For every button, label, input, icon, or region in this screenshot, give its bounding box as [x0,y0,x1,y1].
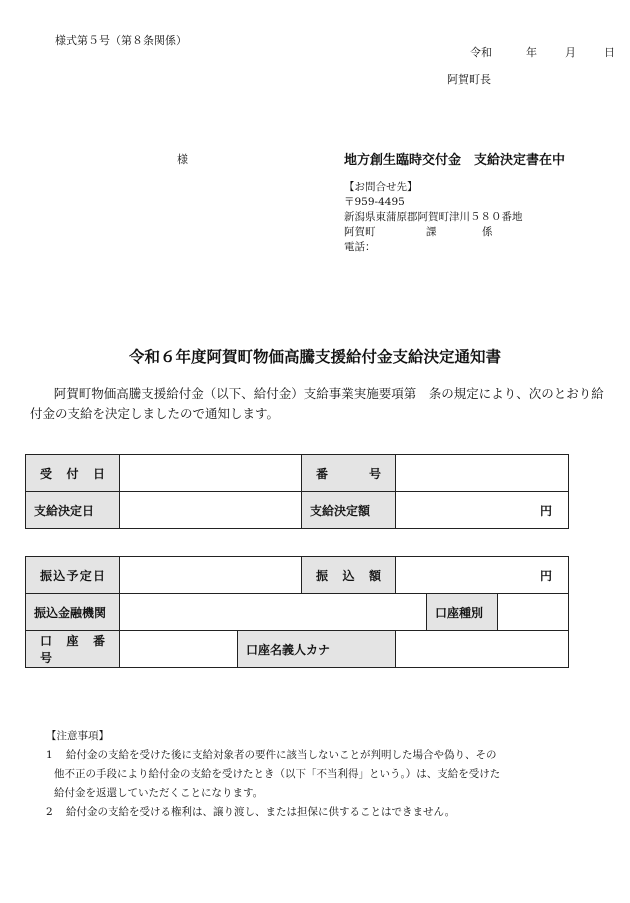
envelope-note: 地方創生臨時交付金 支給決定書在中 [344,153,566,168]
intro-paragraph: 阿賀町物価高騰支援給付金（以下、給付金）支給事業実施要項第 条の規定により、次のとおり給付金の支給を決定しましたので通知します。 [30,386,604,421]
notes-item-2 [46,803,500,822]
transfer-date-label: 振込予定日 [26,557,120,594]
received-date-field[interactable] [120,455,302,492]
table-row [26,492,569,529]
contact-section: 課 [426,226,437,238]
form-number: 様式第５号（第８条関係） [55,34,187,47]
decision-amount-label: 支給決定額 [302,492,396,529]
recipient-honorific: 様 [177,153,188,166]
account-holder-label: 口座名義人カナ [238,631,396,668]
notes-item-1 [46,746,500,803]
notes-item-text: 給付金の支給を受けた後に支給対象者の要件に該当しないことが判明した場合や偽り、その [66,749,497,761]
notes-block [46,727,500,822]
table-row [26,557,569,594]
date-year: 年 [526,46,537,59]
date-era: 令和 [470,46,492,59]
account-type-field[interactable] [498,594,569,631]
bank-field[interactable] [120,594,427,631]
contact-town: 阿賀町 [344,226,376,238]
contact-address: 新潟県東蒲原郡阿賀町津川５８０番地 [344,211,523,223]
transfer-table [25,556,569,668]
notes-item-line [46,746,500,765]
contact-postal: 〒959-4495 [344,196,405,208]
contact-office [344,225,523,240]
notes-item-line [46,765,500,784]
decision-date-label: 支給決定日 [26,492,120,529]
notes-heading: 【注意事項】 [46,730,109,742]
contact-block [344,180,523,255]
table-row [26,594,569,631]
notes-item-text: 給付金の支給を受ける権利は、譲り渡し、または担保に供することはできません。 [66,806,456,818]
contact-heading: 【お問合せ先】 [344,181,418,193]
issue-date [470,44,615,60]
number-label: 番 号 [302,455,396,492]
notes-item-number: 1 [46,749,53,761]
table-row [26,455,569,492]
transfer-amount-field[interactable]: 円 [396,557,569,594]
notes-item-line [46,803,500,822]
decision-table [25,454,569,529]
date-month: 月 [565,46,576,59]
account-type-label: 口座種別 [427,594,498,631]
decision-date-field[interactable] [120,492,302,529]
account-number-field[interactable] [120,631,238,668]
decision-amount-field[interactable]: 円 [396,492,569,529]
notes-item-line [46,784,500,803]
contact-unit: 係 [482,226,493,238]
account-holder-field[interactable] [396,631,569,668]
notes-item-text: 給付金を返還していただくことになります。 [54,787,264,799]
issuer: 阿賀町長 [447,73,491,86]
notes-item-text: 他不正の手段により給付金の支給を受けたとき（以下「不当利得」という。）は、支給を受けた [54,768,501,780]
table-row [26,631,569,668]
contact-phone: 電話： [344,241,376,253]
transfer-amount-label: 振 込 額 [302,557,396,594]
transfer-date-field[interactable] [120,557,302,594]
received-date-label: 受 付 日 [26,455,120,492]
date-day: 日 [604,46,615,59]
number-field[interactable] [396,455,569,492]
page-title: 令和６年度阿賀町物価高騰支援給付金支給決定通知書 [128,348,501,366]
bank-label: 振込金融機関 [26,594,120,631]
notes-item-number: 2 [46,806,53,818]
account-number-label: 口 座 番 号 [26,631,120,668]
